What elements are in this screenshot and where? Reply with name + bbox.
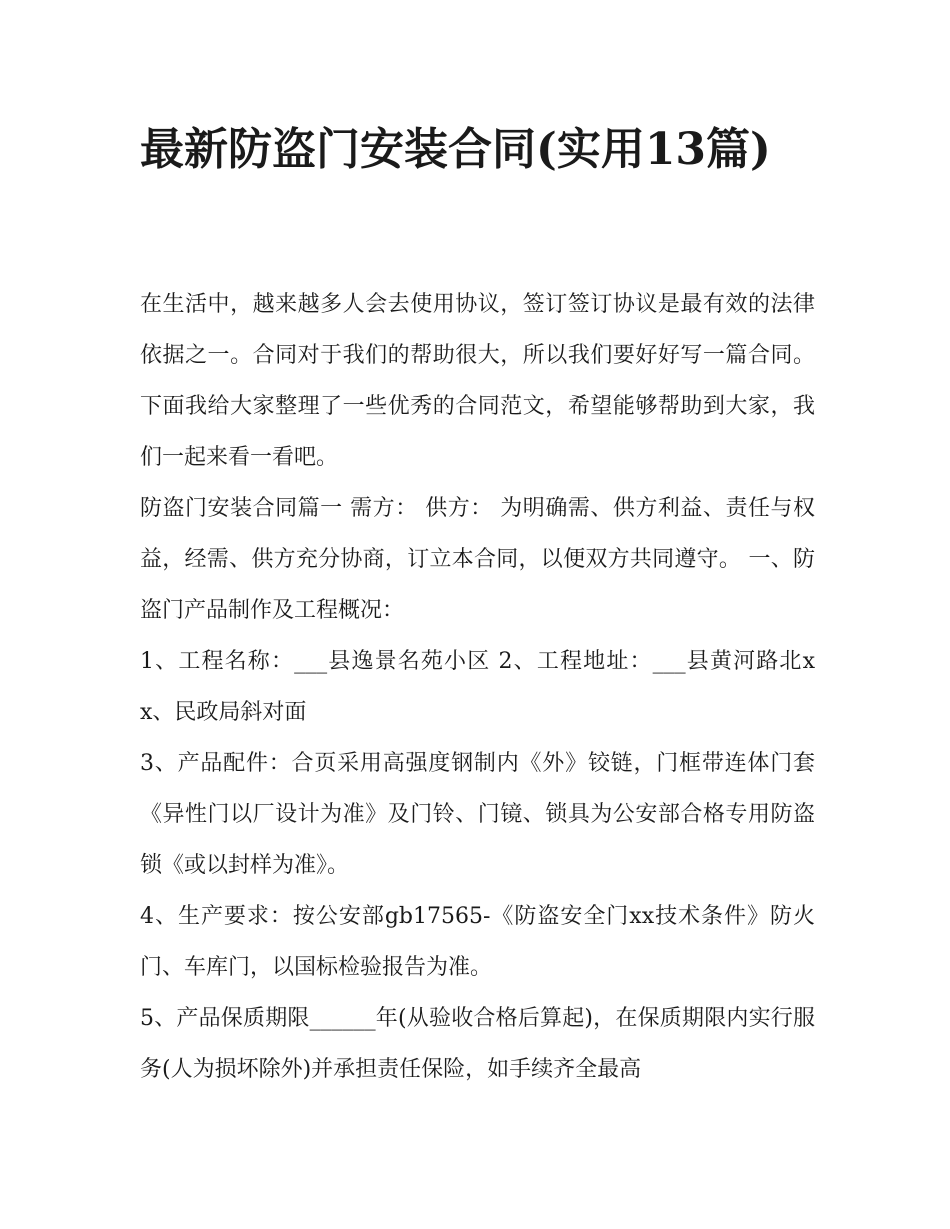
document-title: 最新防盗门安装合同(实用13篇)	[140, 124, 771, 175]
clause-project-info: 1、工程名称：___县逸景名苑小区 2、工程地址：___县黄河路北xx、民政局斜对面	[140, 649, 815, 725]
contract-preamble: 防盗门安装合同篇一 需方： 供方： 为明确需、供方利益、责任与权益，经需、供方充分协商，订立本合同，以便双方共同遵守。 一、防盗门产品制作及工程概况：	[140, 496, 815, 623]
clause-production-requirements: 4、生产要求：按公安部gb17565-《防盗安全门xx技术条件》防火门、车库门，以国标检验报告为准。	[140, 904, 815, 980]
clause-product-parts: 3、产品配件：合页采用高强度钢制内《外》铰链，门框带连体门套《异性门以厂设计为准》及门铃、门镜、锁具为公安部合格专用防盗锁《或以封样为准》。	[140, 751, 815, 878]
intro-paragraph: 在生活中，越来越多人会去使用协议，签订签订协议是最有效的法律依据之一。合同对于我们的帮助很大，所以我们要好好写一篇合同。下面我给大家整理了一些优秀的合同范文，希望能够帮助到大家，我们一起来看一看吧。	[140, 292, 815, 470]
clause-warranty: 5、产品保质期限______年(从验收合格后算起)，在保质期限内实行服务(人为损坏除外)并承担责任保险，如手续齐全最高	[140, 1006, 815, 1082]
document-body	[140, 279, 815, 1095]
